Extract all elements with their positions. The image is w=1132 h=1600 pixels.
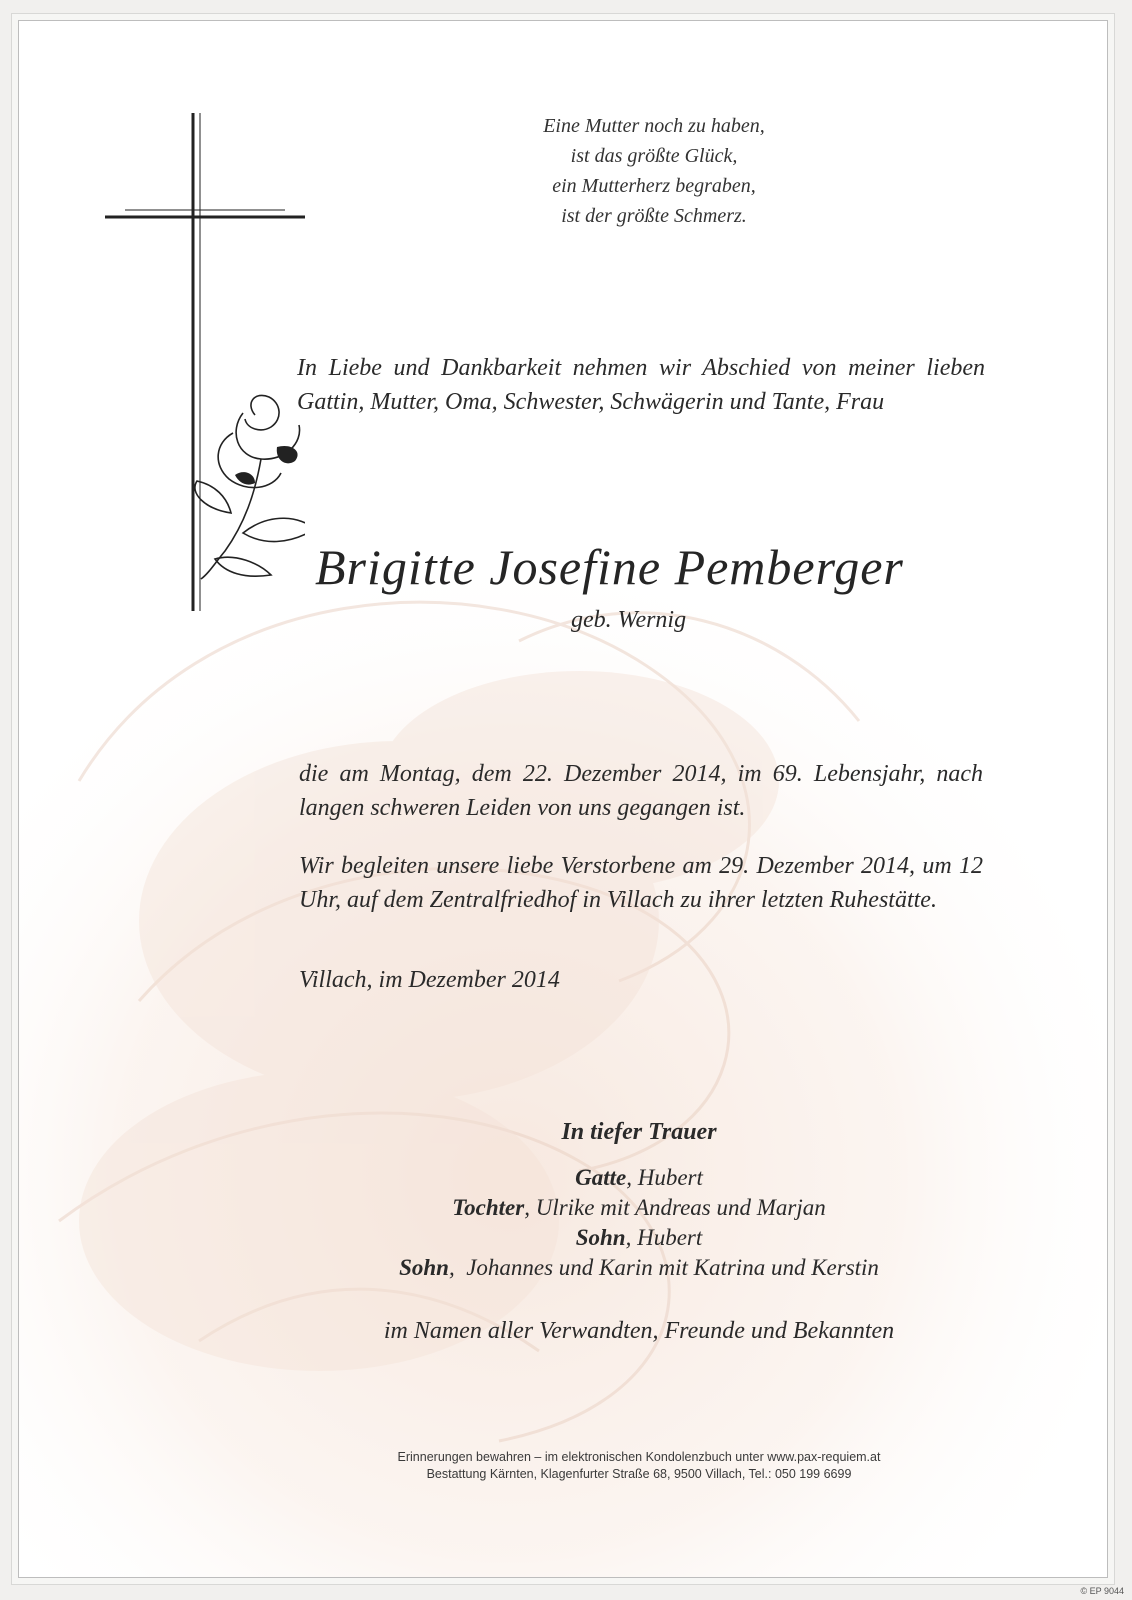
print-code: © EP 9044 xyxy=(1080,1586,1124,1596)
place-and-date: Villach, im Dezember 2014 xyxy=(299,967,560,993)
quote-line: ist der größte Schmerz. xyxy=(561,205,747,227)
survivor-relation: Tochter xyxy=(452,1195,525,1220)
footer-line: Bestattung Kärnten, Klagenfurter Straße 68, 9500 Villach, Tel.: 050 199 6699 xyxy=(426,1467,852,1481)
intro-text: In Liebe und Dankbarkeit nehmen wir Abschied von meiner lieben Gattin, Mutter, Oma, Schwester, Schwägerin und Tante, Frau xyxy=(297,355,985,415)
funeral-notice: Wir begleiten unsere liebe Verstorbene am 29. Dezember 2014, um 12 Uhr, auf dem Zentralfriedhof in Villach zu ihrer letzten Ruhestätte. xyxy=(299,853,983,913)
survivor-row: Sohn, Hubert xyxy=(575,1225,703,1250)
footer-line: Erinnerungen bewahren – im elektronischen Kondolenzbuch unter www.pax-requiem.at xyxy=(397,1450,881,1464)
survivor-row: Gatte, Hubert xyxy=(575,1165,703,1190)
survivor-row: Sohn, Johannes und Karin mit Katrina und Kerstin xyxy=(399,1255,879,1280)
survivor-relation: Sohn xyxy=(399,1255,449,1280)
survivor-names: Ulrike mit Andreas und Marjan xyxy=(535,1195,826,1220)
survivor-names: Johannes und Karin mit Katrina und Kerstin xyxy=(466,1255,879,1280)
survivors-list xyxy=(279,1163,999,1283)
survivor-names: Hubert xyxy=(637,1225,703,1250)
survivor-relation: Gatte xyxy=(575,1165,627,1190)
maiden-name: geb. Wernig xyxy=(571,607,687,633)
survivor-names: Hubert xyxy=(637,1165,703,1190)
memorial-quote xyxy=(449,111,859,231)
footer xyxy=(319,1449,959,1483)
closing-line: im Namen aller Verwandten, Freunde und Bekannten xyxy=(383,1318,895,1344)
mourning-title: In tiefer Trauer xyxy=(561,1119,717,1145)
deceased-name: Brigitte Josefine Pemberger xyxy=(315,539,904,595)
cross-with-rose-icon xyxy=(105,113,305,623)
survivor-row: Tochter, Ulrike mit Andreas und Marjan xyxy=(452,1195,826,1220)
obituary-sheet xyxy=(18,20,1108,1578)
quote-line: Eine Mutter noch zu haben, xyxy=(543,115,765,137)
quote-line: ist das größte Glück, xyxy=(570,145,738,167)
survivor-relation: Sohn xyxy=(575,1225,626,1250)
death-notice: die am Montag, dem 22. Dezember 2014, im 69. Lebensjahr, nach langen schweren Leiden von uns gegangen ist. xyxy=(299,761,983,821)
quote-line: ein Mutterherz begraben, xyxy=(552,175,756,197)
